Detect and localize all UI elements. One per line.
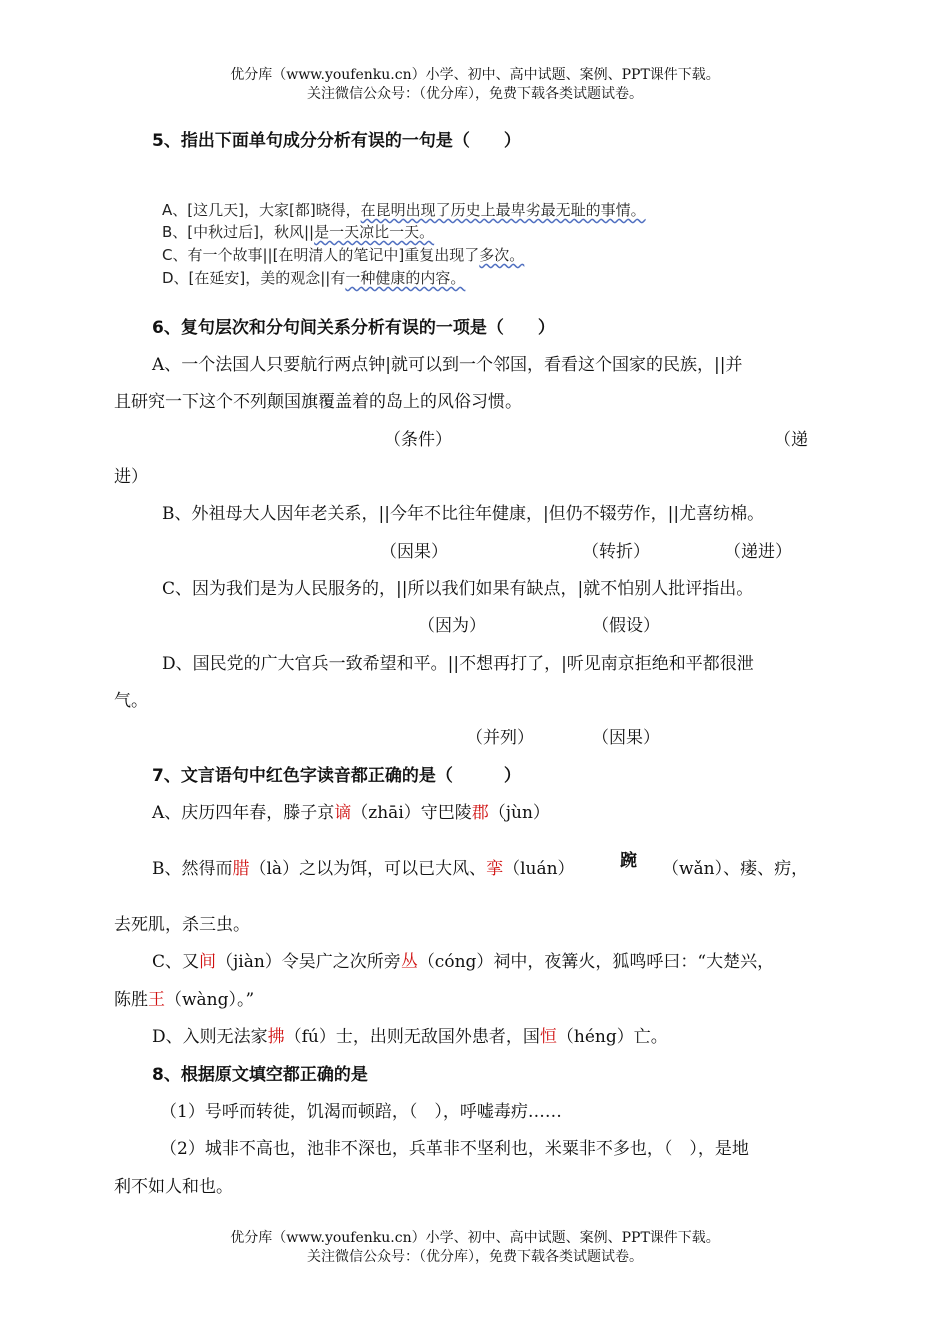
q6-d-relation-1: （并列） (466, 728, 534, 748)
q8-item-1: （1）号呼而转徙，饥渴而顿踣，（ ），呼嘘毒疠…… (160, 1102, 562, 1122)
q7-option-b-line1-end: （wǎn）、瘘、疠， (662, 859, 809, 879)
q5-option-d: D、[在延安]，美的观念||有一种健康的内容。 (162, 269, 466, 287)
q6-b-relation-1: （因果） (380, 542, 448, 562)
q6-d-relation-2: （因果） (592, 728, 660, 748)
q7-option-a: A、庆历四年春，滕子京谪（zhāi）守巴陵郡（jùn） (152, 803, 550, 823)
q6-option-c-line1: C、因为我们是为人民服务的，||所以我们如果有缺点，|就不怕别人批评指出。 (162, 579, 754, 599)
q6-option-a-line1: A、一个法国人只要航行两点钟|就可以到一个邻国，看看这个国家的民族，||并 (152, 355, 743, 375)
header-line-2: 关注微信公众号：（优分库），免费下载各类试题试卷。 (307, 86, 643, 102)
q6-a-relation-1: （条件） (384, 430, 452, 450)
q8-item-2-line1: （2）城非不高也，池非不深也，兵革非不坚利也，米粟非不多也，（ ），是地 (160, 1139, 749, 1159)
question-6-title: 6、复句层次和分句间关系分析有误的一项是（ ） (152, 318, 555, 338)
q7-option-c-line2: 陈胜王（wàng）。” (114, 990, 255, 1010)
q7-option-b-line1: B、然得而腊（là）之以为饵，可以已大风、挛（luán） (152, 859, 575, 879)
q7-option-c-line1: C、又间（jiàn）令吴广之次所旁丛（cóng）祠中，夜篝火，狐鸣呼曰：“大楚兴， (152, 952, 775, 972)
header-line-1: 优分库（www.youfenku.cn）小学、初中、高中试题、案例、PPT课件下载。 (230, 67, 720, 83)
footer-line-2: 关注微信公众号：（优分库），免费下载各类试题试卷。 (307, 1249, 643, 1265)
q5-option-b: B、[中秋过后]，秋风||是一天凉比一天。 (162, 223, 435, 241)
q5-option-a: A、[这几天]，大家[都]晓得，在昆明出现了历史上最卑劣最无耻的事情。 (162, 201, 646, 219)
q6-b-relation-2: （转折） (582, 542, 650, 562)
q6-c-relation-2: （假设） (592, 616, 660, 636)
q7-b-rare-character: 踠 (620, 851, 637, 871)
footer-line-1: 优分库（www.youfenku.cn）小学、初中、高中试题、案例、PPT课件下载。 (230, 1230, 720, 1246)
question-8-title: 8、根据原文填空都正确的是 (152, 1065, 368, 1085)
q6-option-d-line2: 气。 (114, 691, 148, 711)
q6-option-a-line2: 且研究一下这个不列颠国旗覆盖着的岛上的风俗习惯。 (114, 392, 522, 412)
q5-option-c: C、有一个故事||[在明清人的笔记中]重复出现了多次。 (162, 246, 525, 264)
q6-c-relation-1: （因为） (418, 616, 486, 636)
q6-option-d-line1: D、国民党的广大官兵一致希望和平。||不想再打了，|听见南京拒绝和平都很泄 (162, 654, 754, 674)
q6-a-relation-2b: 进） (114, 467, 148, 487)
page-header (0, 66, 950, 104)
q6-a-relation-2a: （递 (774, 430, 808, 450)
question-7-title: 7、文言语句中红色字读音都正确的是（ ） (152, 766, 521, 786)
question-5-title: 5、指出下面单句成分分析有误的一句是（ ） (152, 131, 521, 151)
page-footer (0, 1229, 950, 1267)
q6-option-b-line1: B、外祖母大人因年老关系，||今年不比往年健康，|但仍不辍劳作，||尤喜纺棉。 (162, 504, 765, 524)
q7-option-b-line2: 去死肌，杀三虫。 (114, 915, 250, 935)
q7-option-d: D、入则无法家拂（fú）士，出则无敌国外患者，国恒（héng）亡。 (152, 1027, 668, 1047)
q6-b-relation-3: （递进） (724, 542, 792, 562)
q8-item-2-line2: 利不如人和也。 (114, 1177, 233, 1197)
